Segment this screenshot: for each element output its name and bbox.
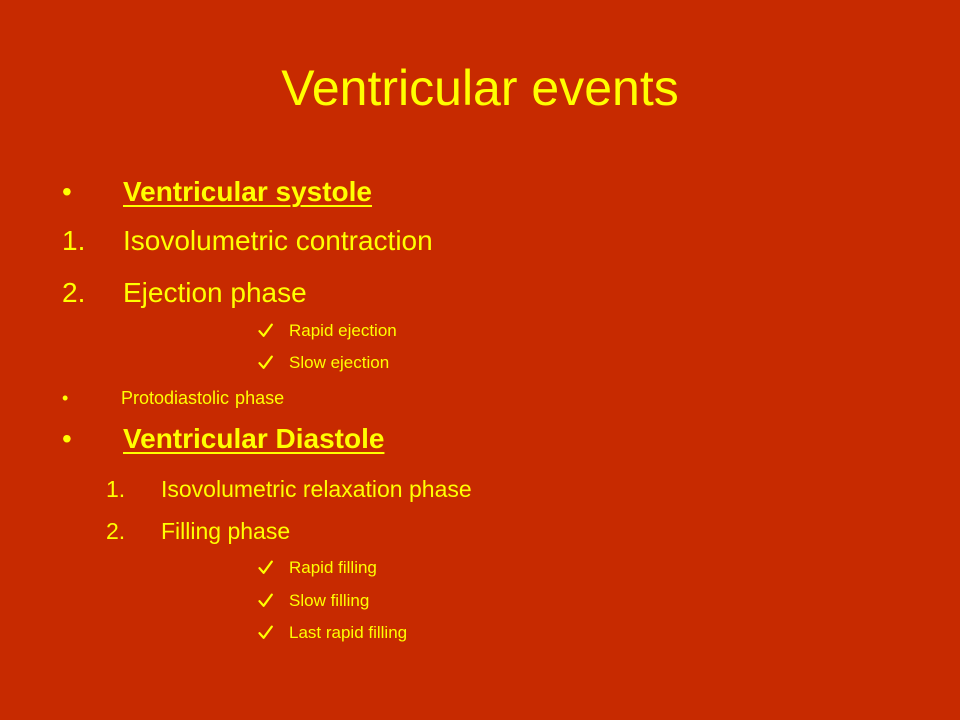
subitem-label: Slow ejection: [289, 353, 390, 372]
bullet-icon: •: [62, 423, 72, 454]
subitem-label: Rapid ejection: [289, 321, 397, 340]
item-number: 2.: [106, 518, 126, 544]
item-number: 1.: [62, 225, 86, 256]
slide-title: Ventricular events: [281, 60, 679, 116]
checkmark-icon: [258, 355, 273, 373]
checkmark-icon: [258, 323, 273, 341]
protodiastolic-label: Protodiastolic phase: [121, 388, 285, 408]
checkmark-icon: [258, 625, 273, 643]
checkmark-icon: [258, 593, 273, 611]
diastole-heading: Ventricular Diastole: [123, 423, 385, 454]
item-number: 2.: [62, 277, 86, 308]
item-label: Filling phase: [161, 518, 291, 544]
item-label: Ejection phase: [123, 277, 307, 308]
item-number: 1.: [106, 476, 126, 502]
checkmark-icon: [258, 560, 273, 578]
bullet-icon: •: [62, 388, 69, 408]
systole-heading: Ventricular systole: [123, 176, 373, 207]
item-label: Isovolumetric contraction: [123, 225, 433, 256]
bullet-icon: •: [62, 176, 72, 207]
subitem-label: Rapid filling: [289, 558, 377, 577]
item-label: Isovolumetric relaxation phase: [161, 476, 472, 502]
subitem-label: Last rapid filling: [289, 623, 408, 642]
subitem-label: Slow filling: [289, 591, 370, 610]
